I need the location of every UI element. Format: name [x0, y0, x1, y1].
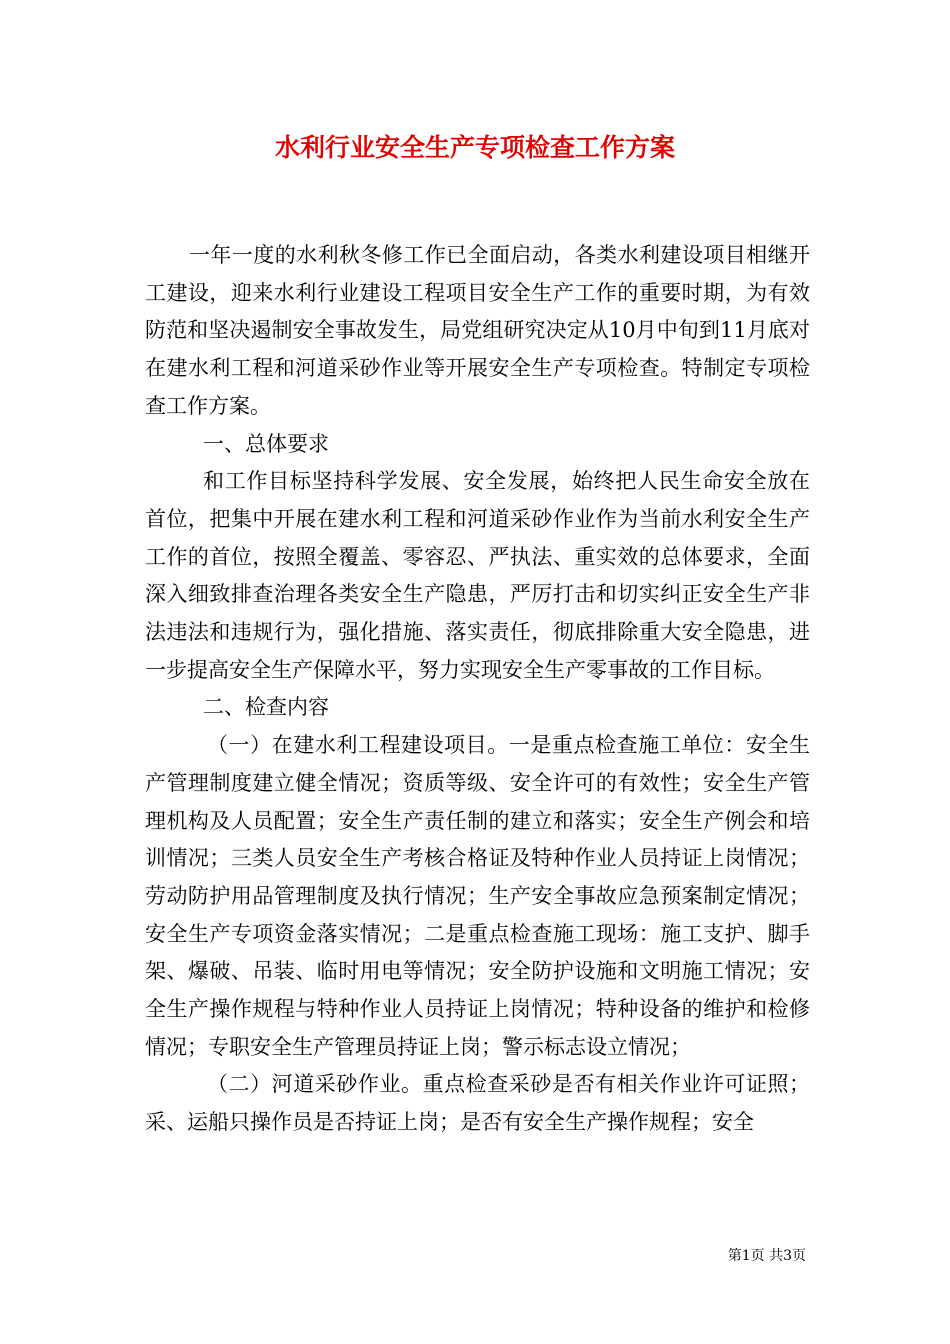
document-body — [145, 237, 810, 1142]
sand-mining-paragraph: （二）河道采砂作业。重点检查采砂是否有相关作业许可证照；采、运船只操作员是否持证上岗；是否有安全生产操作规程；安全 — [145, 1072, 810, 1135]
projects-inspection-paragraph: （一）在建水利工程建设项目。一是重点检查施工单位：安全生产管理制度建立健全情况；资质等级、安全许可的有效性；安全生产管理机构及人员配置；安全生产责任制的建立和落实；安全生产例会和培训情况；三类人员安全生产考核合格证及特种作业人员持证上岗情况；劳动防护用品管理制度及执行情况；生产安全事故应急预案制定情况；安全生产专项资金落实情况；二是重点检查施工现场：施工支护、脚手架、爆破、吊装、临时用电等情况；安全防护设施和文明施工情况；安全生产操作规程与特种作业人员持证上岗情况；特种设备的维护和检修情况；专职安全生产管理员持证上岗；警示标志设立情况； — [145, 733, 810, 1059]
section-heading-content: 二、检查内容 — [203, 695, 329, 720]
document-title: 水利行业安全生产专项检查工作方案 — [274, 133, 675, 162]
section-heading-general: 一、总体要求 — [203, 431, 329, 456]
page-number: 第1页 共3页 — [727, 1248, 806, 1264]
intro-paragraph: 一年一度的水利秋冬修工作已全面启动，各类水利建设项目相继开工建设，迎来水利行业建设工程项目安全生产工作的重要时期，为有效防范和坚决遏制安全事故发生，局党组研究决定从10月中旬到11月底对在建水利工程和河道采砂作业等开展安全生产专项检查。特制定专项检查工作方案。 — [145, 243, 810, 418]
general-requirements-paragraph: 和工作目标坚持科学发展、安全发展，始终把人民生命安全放在首位，把集中开展在建水利工程和河道采砂作业作为当前水利安全生产工作的首位，按照全覆盖、零容忍、严执法、重实效的总体要求，全面深入细致排查治理各类安全生产隐患，严厉打击和切实纠正安全生产非法违法和违规行为，强化措施、落实责任，彻底排除重大安全隐患，进一步提高安全生产保障水平，努力实现安全生产零事故的工作目标。 — [145, 469, 810, 682]
